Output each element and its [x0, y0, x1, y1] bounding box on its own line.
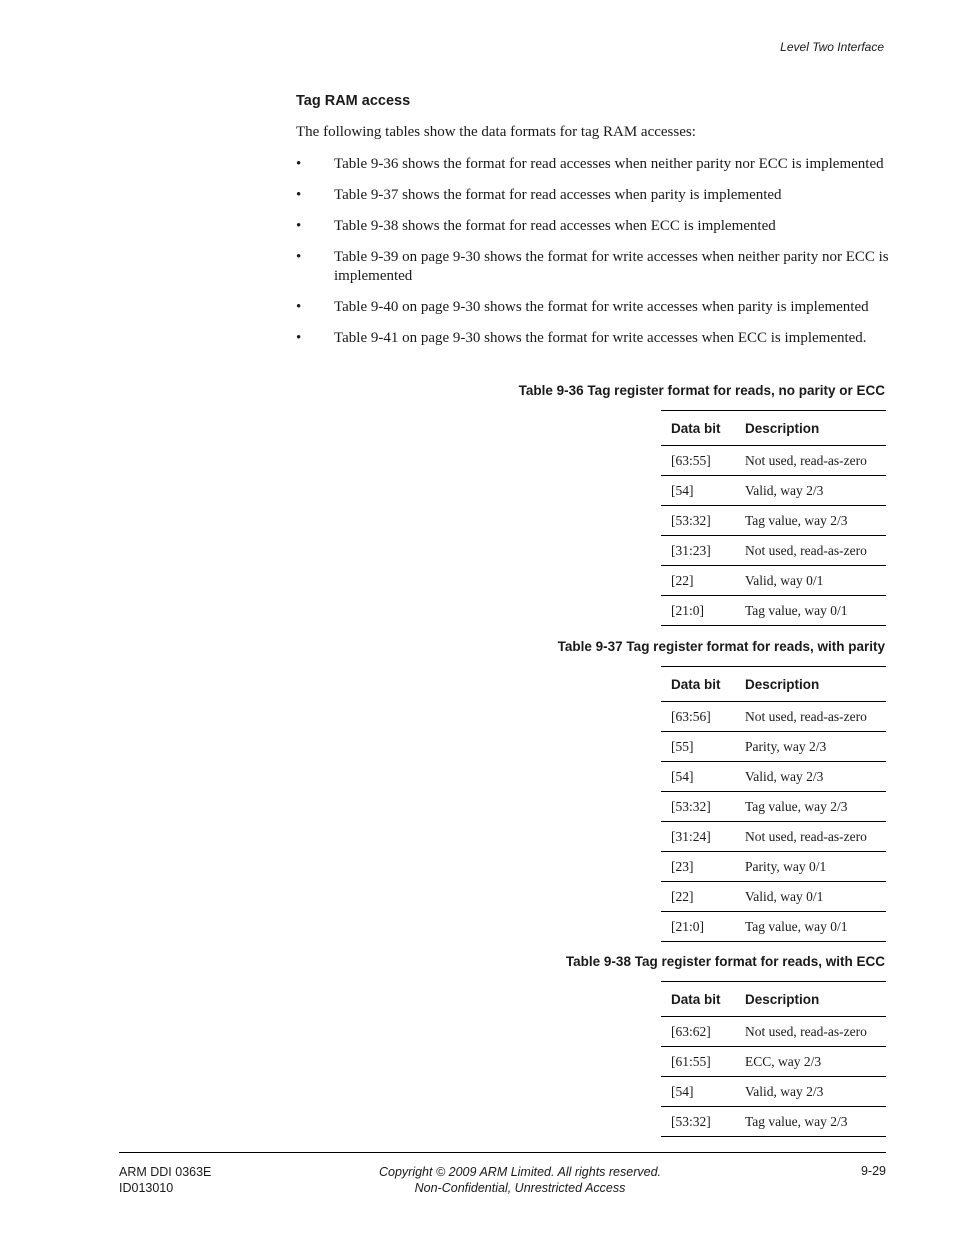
bullet-text: Table 9-41 on page 9-30 shows the format for write accesses when ECC is implemented.: [334, 330, 867, 346]
bullet-item: [296, 298, 896, 317]
table-9-37: [661, 666, 886, 942]
doc-id: ID013010: [119, 1181, 174, 1195]
data-bit-cell: [54]: [661, 476, 745, 506]
table-caption-9-36: Table 9-36 Tag register format for reads, no parity or ECC: [518, 383, 885, 398]
section-title: Tag RAM access: [296, 93, 411, 109]
description-cell: ECC, way 2/3: [745, 1047, 886, 1077]
table-row: [661, 762, 886, 792]
data-bit-cell: [21:0]: [661, 596, 745, 626]
table-row: [661, 596, 886, 626]
data-bit-cell: [54]: [661, 1077, 745, 1107]
description-cell: Not used, read-as-zero: [745, 822, 886, 852]
bullet-text: Table 9-39 on page 9-30 shows the format for write accesses when neither parity nor ECC is implemented: [334, 249, 889, 284]
data-bit-cell: [54]: [661, 762, 745, 792]
bullet-list: [296, 155, 896, 360]
description-cell: Parity, way 0/1: [745, 852, 886, 882]
column-header-description: Description: [745, 667, 886, 702]
table-row: [661, 822, 886, 852]
copyright-notice: Copyright © 2009 ARM Limited. All rights reserved.: [378, 1165, 661, 1179]
table-caption-9-38: Table 9-38 Tag register format for reads, with ECC: [565, 954, 885, 969]
footer-divider: [119, 1152, 886, 1153]
bullet-item: [296, 217, 896, 236]
data-bit-cell: [53:32]: [661, 506, 745, 536]
footer-doc-info: [119, 1164, 211, 1196]
bullet-item: [296, 248, 896, 286]
bullet-text: Table 9-40 on page 9-30 shows the format for write accesses when parity is implemented: [334, 299, 869, 315]
description-cell: Parity, way 2/3: [745, 732, 886, 762]
data-bit-cell: [53:32]: [661, 1107, 745, 1137]
description-cell: Tag value, way 2/3: [745, 792, 886, 822]
data-bit-cell: [53:32]: [661, 792, 745, 822]
data-bit-cell: [55]: [661, 732, 745, 762]
doc-number: ARM DDI 0363E: [119, 1165, 212, 1179]
table-header-row: [661, 982, 886, 1017]
data-bit-cell: [31:23]: [661, 536, 745, 566]
table-row: [661, 732, 886, 762]
data-bit-cell: [63:62]: [661, 1017, 745, 1047]
table-row: [661, 882, 886, 912]
description-cell: Tag value, way 2/3: [745, 1107, 886, 1137]
description-cell: Not used, read-as-zero: [745, 446, 886, 476]
column-header-data-bit: Data bit: [661, 411, 745, 446]
bullet-marker: •: [296, 156, 302, 172]
table-row: [661, 446, 886, 476]
data-bit-cell: [63:55]: [661, 446, 745, 476]
bullet-marker: •: [296, 330, 302, 346]
table-row: [661, 702, 886, 732]
table-9-38: [661, 981, 886, 1137]
data-bit-cell: [21:0]: [661, 912, 745, 942]
data-bit-cell: [23]: [661, 852, 745, 882]
data-bit-cell: [22]: [661, 566, 745, 596]
table-row: [661, 536, 886, 566]
column-header-data-bit: Data bit: [661, 667, 745, 702]
intro-paragraph: The following tables show the data formats for tag RAM accesses:: [296, 124, 696, 140]
bullet-item: [296, 155, 896, 174]
table-row: [661, 792, 886, 822]
description-cell: Valid, way 0/1: [745, 566, 886, 596]
description-cell: Tag value, way 0/1: [745, 596, 886, 626]
description-cell: Not used, read-as-zero: [745, 702, 886, 732]
page-number: 9-29: [860, 1164, 886, 1178]
table-row: [661, 1107, 886, 1137]
table-row: [661, 912, 886, 942]
data-bit-cell: [61:55]: [661, 1047, 745, 1077]
description-cell: Valid, way 2/3: [745, 476, 886, 506]
description-cell: Valid, way 2/3: [745, 762, 886, 792]
data-bit-cell: [31:24]: [661, 822, 745, 852]
description-cell: Tag value, way 0/1: [745, 912, 886, 942]
column-header-data-bit: Data bit: [661, 982, 745, 1017]
table-row: [661, 506, 886, 536]
data-bit-cell: [22]: [661, 882, 745, 912]
description-cell: Valid, way 2/3: [745, 1077, 886, 1107]
description-cell: Tag value, way 2/3: [745, 506, 886, 536]
table-row: [661, 1077, 886, 1107]
description-cell: Not used, read-as-zero: [745, 1017, 886, 1047]
bullet-marker: •: [296, 187, 302, 203]
table-row: [661, 566, 886, 596]
bullet-marker: •: [296, 249, 302, 265]
table-row: [661, 1047, 886, 1077]
bullet-text: Table 9-38 shows the format for read accesses when ECC is implemented: [334, 218, 776, 234]
table-header-row: [661, 667, 886, 702]
bullet-item: [296, 186, 896, 205]
bullet-text: Table 9-37 shows the format for read accesses when parity is implemented: [334, 187, 782, 203]
running-header: Level Two Interface: [780, 40, 884, 54]
bullet-marker: •: [296, 218, 302, 234]
access-notice: Non-Confidential, Unrestricted Access: [414, 1181, 626, 1195]
table-9-36: [661, 410, 886, 626]
column-header-description: Description: [745, 411, 886, 446]
bullet-text: Table 9-36 shows the format for read accesses when neither parity nor ECC is implemented: [334, 156, 884, 172]
table-row: [661, 1017, 886, 1047]
table-row: [661, 852, 886, 882]
bullet-item: [296, 329, 896, 348]
description-cell: Not used, read-as-zero: [745, 536, 886, 566]
description-cell: Valid, way 0/1: [745, 882, 886, 912]
table-caption-9-37: Table 9-37 Tag register format for reads, with parity: [557, 639, 885, 654]
data-bit-cell: [63:56]: [661, 702, 745, 732]
table-header-row: [661, 411, 886, 446]
column-header-description: Description: [745, 982, 886, 1017]
table-row: [661, 476, 886, 506]
bullet-marker: •: [296, 299, 302, 315]
footer-legal: [350, 1164, 690, 1196]
